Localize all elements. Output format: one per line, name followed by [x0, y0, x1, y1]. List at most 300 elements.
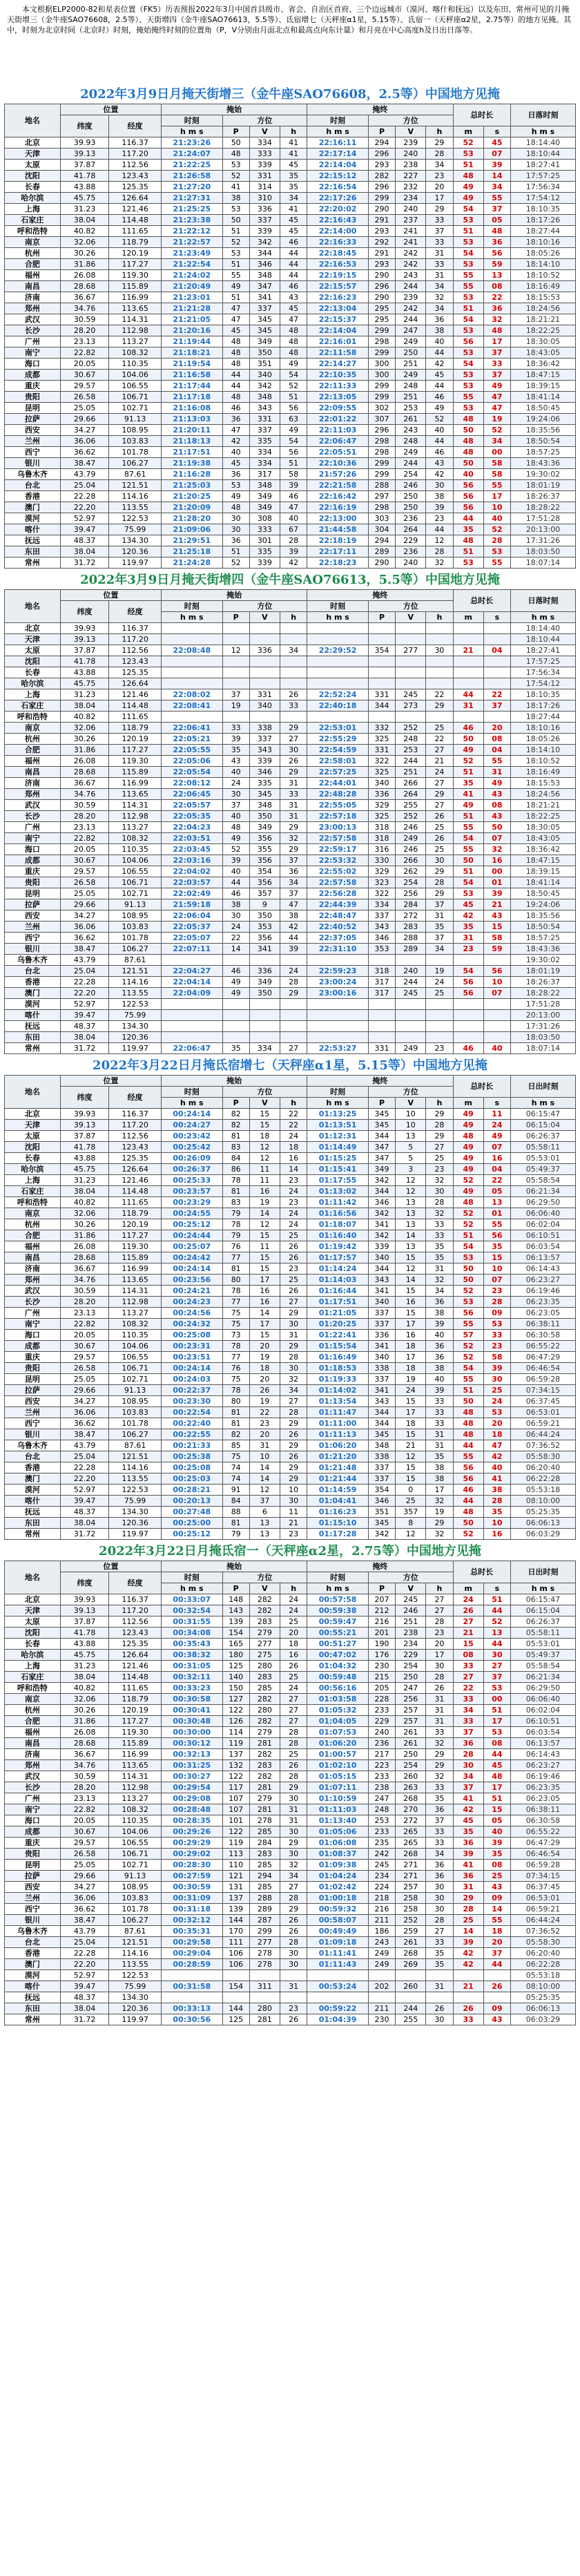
cell: 283 [249, 1616, 280, 1628]
sun-time-cell: 06:23:05 [510, 1308, 575, 1319]
cell: 39.47 [60, 524, 108, 535]
cell: 22.20 [60, 1473, 108, 1485]
cell: 42 [426, 469, 453, 480]
cell: 26.58 [60, 1363, 108, 1374]
duration-cell: 04 [483, 1164, 510, 1175]
cell: 39.13 [60, 149, 108, 160]
cell: 335 [249, 436, 280, 447]
time-cell: 00:24:55 [161, 1208, 222, 1219]
time-cell: 00:35:43 [161, 1639, 222, 1650]
table-row [5, 215, 576, 226]
duration-cell: 23 [483, 1341, 510, 1352]
cell: 243 [396, 270, 426, 281]
duration-cell: 45 [453, 1815, 483, 1826]
table-row [5, 1286, 576, 1297]
cell: 335 [249, 546, 280, 557]
city-name: 海口 [5, 1815, 61, 1826]
cell: 283 [396, 922, 426, 933]
duration-cell: 58 [483, 469, 510, 480]
time-cell: 01:16:44 [307, 1286, 369, 1297]
cell: 125.35 [109, 1153, 162, 1164]
city-name: 石家庄 [5, 1186, 61, 1197]
table-row [5, 1605, 576, 1616]
city-name: 昆明 [5, 888, 61, 899]
cell [396, 1021, 426, 1032]
header-lon: 经度 [109, 115, 162, 137]
cell: 236 [368, 1738, 395, 1749]
cell: 239 [396, 137, 426, 149]
cell: 21 [280, 1518, 307, 1529]
cell: 113.55 [109, 1473, 162, 1485]
sun-time-cell: 18:17:26 [510, 700, 575, 712]
cell: 39.13 [60, 1605, 108, 1616]
duration-cell: 53 [453, 325, 483, 336]
cell: 127 [222, 1694, 249, 1705]
cell: 144 [222, 2003, 249, 2014]
time-cell: 22:57:58 [307, 877, 369, 888]
duration-cell: 50 [453, 1396, 483, 1407]
duration-cell: 53 [483, 546, 510, 557]
cell: 346 [249, 767, 280, 778]
cell: 298 [368, 447, 395, 458]
cell: 296 [368, 182, 395, 193]
sun-time-cell: 06:03:54 [510, 1727, 575, 1738]
cell: 33 [426, 215, 453, 226]
cell: 303 [368, 513, 395, 524]
duration-cell: 51 [453, 767, 483, 778]
cell: 268 [396, 1948, 426, 1959]
sun-time-cell: 07:34:15 [510, 1385, 575, 1396]
cell: 248 [396, 734, 426, 745]
table-row [5, 1429, 576, 1440]
cell: 34.76 [60, 1275, 108, 1286]
cell: 340 [368, 1252, 395, 1263]
cell: 250 [396, 1672, 426, 1683]
cell: 35 [426, 1959, 453, 1970]
cell: 349 [249, 336, 280, 347]
duration-cell: 10 [483, 977, 510, 988]
time-cell: 00:28:48 [161, 1804, 222, 1815]
cell: 288 [396, 933, 426, 944]
header-sun: 日落时刻 [510, 104, 575, 126]
duration-cell: 53 [453, 259, 483, 270]
city-name: 武汉 [5, 314, 61, 325]
duration-cell: 48 [453, 1418, 483, 1429]
cell: 28 [426, 1616, 453, 1628]
time-cell: 22:59:17 [307, 844, 369, 855]
duration-cell: 05 [483, 1815, 510, 1826]
cell: 45 [222, 325, 249, 336]
time-cell: 22:15:57 [307, 281, 369, 292]
time-cell: 22:04:14 [161, 977, 222, 988]
cell: 13 [396, 1241, 426, 1252]
cell: 121.46 [109, 204, 162, 215]
cell: 39 [426, 502, 453, 513]
cell: 344 [368, 1263, 395, 1275]
cell [396, 634, 426, 645]
cell: 52.97 [60, 1485, 108, 1496]
duration-cell: 52 [453, 756, 483, 767]
sun-time-cell: 18:10:52 [510, 270, 575, 281]
cell: 39.93 [60, 1109, 108, 1120]
cell: 15 [249, 1109, 280, 1120]
table-row [5, 1959, 576, 1970]
time-cell: 00:25:33 [161, 1175, 222, 1186]
time-cell: 01:20:25 [307, 1319, 369, 1330]
cell: 122.53 [109, 1970, 162, 1981]
time-cell: 21:23:01 [161, 292, 222, 303]
time-cell: 00:51:27 [307, 1639, 369, 1650]
cell [368, 1010, 395, 1021]
cell: 298 [368, 436, 395, 447]
cell: 117.27 [109, 259, 162, 270]
cell: 28 [280, 1352, 307, 1363]
cell: 20 [426, 182, 453, 193]
cell: 245 [396, 689, 426, 700]
header-end-h: h [426, 126, 453, 137]
cell: 19 [249, 1396, 280, 1407]
table-row [5, 1275, 576, 1286]
duration-cell: 49 [483, 381, 510, 392]
cell: 249 [396, 370, 426, 381]
time-cell: 22:05:51 [307, 447, 369, 458]
cell: 78 [222, 1341, 249, 1352]
time-cell: 22:17:14 [307, 149, 369, 160]
duration-cell: 56 [453, 1473, 483, 1485]
sun-time-cell: 18:10:16 [510, 237, 575, 248]
cell: 38.04 [60, 1672, 108, 1683]
city-name: 喀什 [5, 524, 61, 535]
cell: 341 [368, 1341, 395, 1352]
time-cell: 01:00:57 [307, 1749, 369, 1760]
cell: 19 [426, 966, 453, 977]
sun-time-cell: 06:37:45 [510, 1396, 575, 1407]
duration-cell: 43 [483, 789, 510, 800]
time-cell: 22:08:41 [161, 700, 222, 712]
time-cell: 21:19:44 [161, 336, 222, 347]
header-city: 地名 [5, 1561, 61, 1594]
cell: 254 [396, 1661, 426, 1672]
cell [426, 634, 453, 645]
sun-time-cell: 18:01:19 [510, 480, 575, 491]
cell: 41.78 [60, 171, 108, 182]
cell: 295 [368, 314, 395, 325]
duration-cell: 04 [483, 645, 510, 656]
time-cell: 22:05:21 [161, 734, 222, 745]
cell: 301 [249, 535, 280, 546]
time-cell: 00:27:48 [161, 1507, 222, 1518]
header-end-P: P [368, 1098, 395, 1109]
table-row [5, 447, 576, 458]
cell: 37 [426, 226, 453, 237]
table-row [5, 1021, 576, 1032]
duration-cell: 07 [483, 149, 510, 160]
city-name: 抚远 [5, 1992, 61, 2003]
cell: 29.57 [60, 866, 108, 877]
cell: 41.78 [60, 1142, 108, 1153]
duration-cell [453, 678, 483, 689]
cell: 11 [249, 1175, 280, 1186]
time-cell: 22:15:37 [307, 314, 369, 325]
header-begin: 掩始 [161, 104, 307, 115]
cell: 261 [396, 1937, 426, 1948]
sun-time-cell: 07:34:15 [510, 1871, 575, 1882]
duration-cell: 51 [453, 866, 483, 877]
table-row [5, 370, 576, 381]
cell: 122 [222, 1771, 249, 1782]
time-cell: 01:16:56 [307, 1208, 369, 1219]
cell: 51 [222, 292, 249, 303]
time-cell: 00:26:09 [161, 1153, 222, 1164]
cell: 348 [368, 1440, 395, 1451]
cell: 29 [280, 844, 307, 855]
time-cell: 00:20:13 [161, 1496, 222, 1507]
cell: 36.62 [60, 1904, 108, 1915]
duration-cell: 09 [483, 2003, 510, 2014]
cell: 11 [249, 1164, 280, 1175]
time-cell: 22:06:45 [161, 789, 222, 800]
cell: 12 [426, 535, 453, 546]
cell: 332 [368, 723, 395, 734]
cell: 279 [249, 1628, 280, 1639]
duration-cell: 10 [483, 502, 510, 513]
cell: 77 [222, 1297, 249, 1308]
cell: 36 [222, 414, 249, 425]
cell: 356 [249, 855, 280, 866]
cell: 26 [280, 2014, 307, 2025]
sun-time-cell: 18:43:36 [510, 944, 575, 955]
duration-cell: 55 [483, 193, 510, 204]
sun-time-cell: 18:10:44 [510, 634, 575, 645]
cell: 104.06 [109, 1341, 162, 1352]
sun-time-cell: 18:28:22 [510, 502, 575, 513]
duration-cell [483, 678, 510, 689]
header-begin-h: h [280, 612, 307, 623]
duration-cell [453, 656, 483, 667]
duration-cell: 23 [453, 944, 483, 955]
cell: 30 [280, 1826, 307, 1838]
time-cell: 22:03:57 [161, 877, 222, 888]
city-name: 兰州 [5, 1893, 61, 1904]
city-name: 成都 [5, 1826, 61, 1838]
cell: 22 [280, 1109, 307, 1120]
cell: 22.28 [60, 977, 108, 988]
cell: 29 [280, 1341, 307, 1352]
time-cell: 00:59:22 [307, 2003, 369, 2014]
city-name: 长春 [5, 1639, 61, 1650]
duration-cell: 41 [483, 1473, 510, 1485]
time-cell: 01:07:53 [307, 1727, 369, 1738]
cell: 302 [368, 403, 395, 414]
cell: 104.06 [109, 1826, 162, 1838]
sun-time-cell: 06:03:29 [510, 2014, 575, 2025]
time-cell: 22:40:52 [307, 922, 369, 933]
table-row [5, 944, 576, 955]
time-cell: 01:11:03 [307, 1804, 369, 1815]
cell: 39.47 [60, 1981, 108, 1992]
sun-time-cell: 06:23:35 [510, 1297, 575, 1308]
duration-cell: 00 [483, 447, 510, 458]
duration-cell: 25 [453, 1915, 483, 1926]
cell: 14 [280, 1164, 307, 1175]
duration-cell: 50 [453, 458, 483, 469]
cell [280, 656, 307, 667]
cell: 340 [249, 370, 280, 381]
table-row [5, 877, 576, 888]
sun-time-cell: 18:41:14 [510, 877, 575, 888]
header-sun: 日出时刻 [510, 1561, 575, 1583]
cell: 23 [280, 1197, 307, 1208]
table-row [5, 1208, 576, 1219]
cell: 36 [426, 1352, 453, 1363]
cell: 317 [368, 977, 395, 988]
time-cell: 22:08:48 [161, 645, 222, 656]
city-name: 香港 [5, 1948, 61, 1959]
sun-time-cell: 05:58:54 [510, 1661, 575, 1672]
cell: 240 [396, 149, 426, 160]
cell: 24 [222, 778, 249, 789]
cell: 290 [368, 557, 395, 569]
cell: 84 [222, 1496, 249, 1507]
cell: 26 [280, 1429, 307, 1440]
cell: 25.05 [60, 888, 108, 899]
cell: 30 [426, 1893, 453, 1904]
time-cell: 22:11:33 [307, 381, 369, 392]
cell: 280 [249, 1705, 280, 1716]
cell: 294 [368, 137, 395, 149]
table-row [5, 1992, 576, 2003]
city-name: 南京 [5, 1208, 61, 1219]
cell: 258 [396, 1893, 426, 1904]
cell: 34 [280, 645, 307, 656]
header-begin-h: h [280, 1098, 307, 1109]
city-name: 太原 [5, 1131, 61, 1142]
sun-time-cell: 18:22:25 [510, 811, 575, 822]
table-row [5, 1043, 576, 1054]
cell: 258 [396, 1904, 426, 1915]
time-cell: 22:16:42 [307, 491, 369, 502]
duration-cell: 25 [483, 1871, 510, 1882]
city-name: 太原 [5, 645, 61, 656]
cell: 56 [280, 403, 307, 414]
cell: 330 [368, 855, 395, 866]
cell: 81 [222, 1407, 249, 1418]
cell: 104.06 [109, 370, 162, 381]
duration-cell: 01 [483, 877, 510, 888]
cell: 38.04 [60, 546, 108, 557]
sun-time-cell: 06:23:05 [510, 1793, 575, 1804]
duration-cell: 35 [453, 778, 483, 789]
cell: 29.57 [60, 381, 108, 392]
sun-time-cell: 18:47:15 [510, 370, 575, 381]
cell: 39.13 [60, 1120, 108, 1131]
time-cell: 00:28:59 [161, 1959, 222, 1970]
duration-cell: 30 [453, 1760, 483, 1771]
duration-cell: 21 [453, 1628, 483, 1639]
cell: 34 [426, 303, 453, 314]
cell: 30 [280, 1793, 307, 1804]
time-cell: 22:16:54 [307, 182, 369, 193]
duration-cell: 30 [483, 1374, 510, 1385]
cell [222, 1021, 249, 1032]
cell: 27 [280, 1043, 307, 1054]
table-row [5, 866, 576, 877]
duration-cell: 55 [453, 270, 483, 281]
city-name: 太原 [5, 1616, 61, 1628]
sun-time-cell: 07:36:52 [510, 1926, 575, 1937]
cell: 46 [426, 447, 453, 458]
duration-cell: 17 [483, 1716, 510, 1727]
time-cell: 22:52:24 [307, 689, 369, 700]
city-name: 呼和浩特 [5, 712, 61, 723]
cell: 11 [280, 1507, 307, 1518]
cell: 39.93 [60, 137, 108, 149]
duration-cell: 38 [483, 1485, 510, 1496]
time-cell: 01:14:02 [307, 1385, 369, 1396]
cell: 79 [222, 1529, 249, 1540]
sun-time-cell: 08:10:00 [510, 1496, 575, 1507]
cell: 28.20 [60, 325, 108, 336]
cell: 34.27 [60, 910, 108, 922]
duration-cell: 37 [483, 700, 510, 712]
cell: 26 [426, 2003, 453, 2014]
cell: 287 [249, 1915, 280, 1926]
cell: 37 [280, 855, 307, 866]
header-begin-V: V [249, 126, 280, 137]
city-name: 重庆 [5, 866, 61, 877]
sun-time-cell: 18:21:21 [510, 800, 575, 811]
duration-cell: 13 [483, 1628, 510, 1639]
cell: 86 [222, 1164, 249, 1175]
sun-time-cell: 17:54:12 [510, 193, 575, 204]
city-name: 漠河 [5, 513, 61, 524]
city-name: 东田 [5, 1518, 61, 1529]
duration-cell: 18 [483, 1429, 510, 1440]
cell: 51 [222, 226, 249, 237]
duration-cell: 49 [453, 745, 483, 756]
cell: 42 [280, 557, 307, 569]
duration-cell: 31 [453, 1882, 483, 1893]
duration-cell: 05 [483, 1186, 510, 1197]
cell: 134.30 [109, 1507, 162, 1518]
cell: 45 [280, 160, 307, 171]
cell: 114.48 [109, 215, 162, 226]
city-name: 郑州 [5, 1760, 61, 1771]
table-row [5, 844, 576, 855]
time-cell: 01:13:25 [307, 1109, 369, 1120]
cell: 13 [396, 1208, 426, 1219]
cell: 30 [222, 910, 249, 922]
time-cell: 22:20:02 [307, 204, 369, 215]
table-row [5, 469, 576, 480]
city-name: 拉萨 [5, 1871, 61, 1882]
cell: 237 [396, 215, 426, 226]
cell: 49 [280, 425, 307, 436]
cell: 49 [222, 833, 249, 844]
duration-cell: 21 [453, 1981, 483, 1992]
cell: 31 [280, 1815, 307, 1826]
city-name: 济南 [5, 778, 61, 789]
cell: 336 [368, 789, 395, 800]
duration-cell: 52 [453, 1352, 483, 1363]
cell: 40 [426, 425, 453, 436]
cell: 44 [426, 436, 453, 447]
cell: 350 [249, 910, 280, 922]
time-cell: 22:53:01 [307, 723, 369, 734]
cell: 46 [222, 888, 249, 899]
cell: 341 [368, 1385, 395, 1396]
cell: 18 [249, 1363, 280, 1374]
